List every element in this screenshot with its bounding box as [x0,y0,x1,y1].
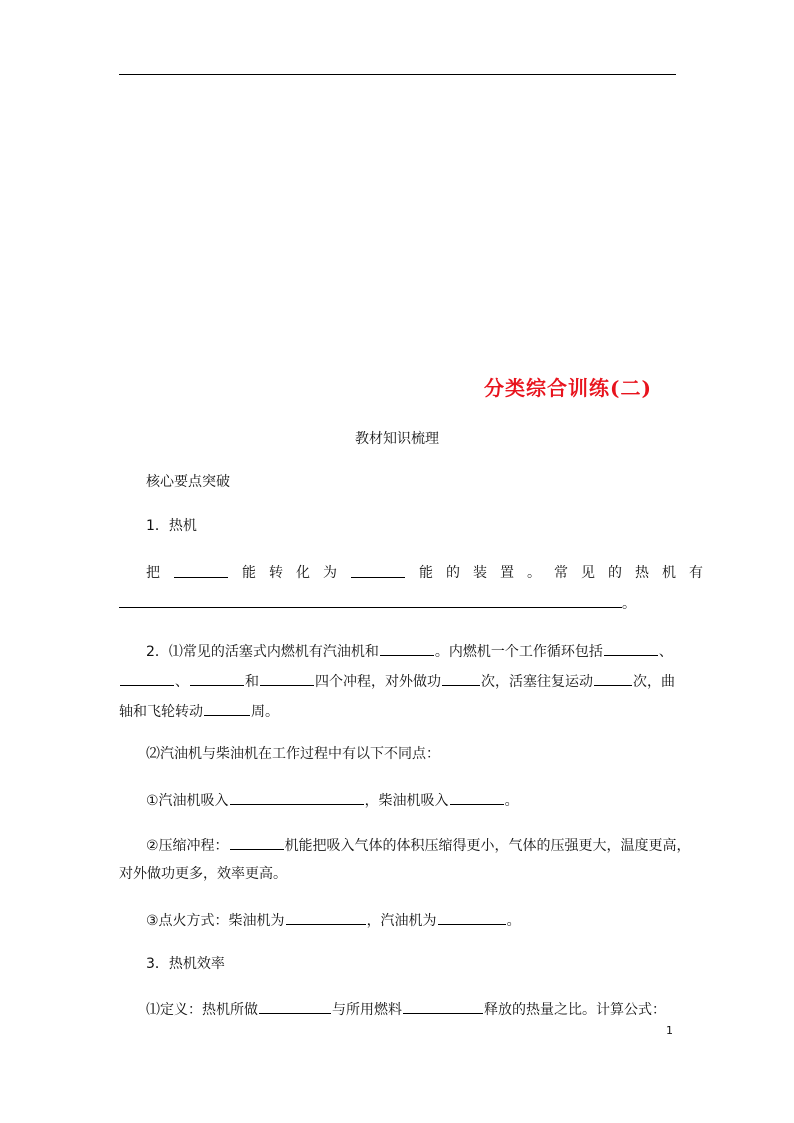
blank-14 [230,834,284,850]
item-3-heading: 3．热机效率 [146,956,225,972]
item-1-heading: 1．热机 [146,518,197,534]
page-title: 分类综合训练(二) [484,376,652,400]
compare-2-line-2: 对外做功更多，效率更高。 [119,866,287,882]
blank-10 [594,670,632,686]
char-14: 热 [635,565,649,581]
char-7: 的 [446,565,460,581]
item-2-line-3: 轴和飞轮转动 周。 [119,700,279,722]
blank-2 [351,562,405,578]
blank-5 [604,640,658,656]
char-3: 转 [269,565,283,581]
blank-8 [260,670,314,686]
item-2-line-2: 、 和 四个冲程，对外做功 次，活塞往复运动 次，曲 [119,670,675,692]
char-6: 能 [419,565,433,581]
item-2-sub: ⑵汽油机与柴油机在工作过程中有以下不同点： [146,746,440,762]
char-9: 置 [500,565,514,581]
blank-9 [442,670,480,686]
section-heading: 教材知识梳理 [355,431,439,447]
blank-13 [450,789,504,805]
blank-16 [438,909,506,925]
char-16: 有 [689,565,703,581]
subsection-heading: 核心要点突破 [146,474,230,490]
item-1-line-1 [146,562,703,582]
blank-7 [190,670,244,686]
blank-15 [286,909,366,925]
char-12: 见 [581,565,595,581]
blank-3 [119,592,622,608]
char-10: 。 [527,565,541,581]
char-2: 能 [242,565,256,581]
blank-17 [259,998,331,1014]
compare-1: ①汽油机吸入 ，柴油机吸入 。 [146,789,519,811]
compare-2-line-1: ②压缩冲程： 机能把吸入气体的体积压缩得更小，气体的压强更大，温度更高， [146,834,691,856]
blank-6 [120,670,174,686]
item-1-line-2: 。 [119,592,636,614]
char-11: 常 [554,565,568,581]
page-number: 1 [666,1024,673,1037]
char-8: 装 [473,565,487,581]
header-rule [119,74,676,75]
item-3-line-1: ⑴定义：热机所做 与所用燃料 释放的热量之比。计算公式： [146,998,666,1020]
blank-4 [380,640,434,656]
item-2-line-1: 2．⑴常见的活塞式内燃机有汽油机和 。内燃机一个工作循环包括 、 [146,640,673,662]
blank-11 [204,700,250,716]
char-13: 的 [608,565,622,581]
char-15: 机 [662,565,676,581]
compare-3: ③点火方式：柴油机为 ，汽油机为 。 [146,909,521,931]
blank-1 [174,562,228,578]
blank-12 [230,789,364,805]
blank-18 [403,998,483,1014]
char-1: 把 [146,565,160,581]
char-5: 为 [323,565,337,581]
char-4: 化 [296,565,310,581]
